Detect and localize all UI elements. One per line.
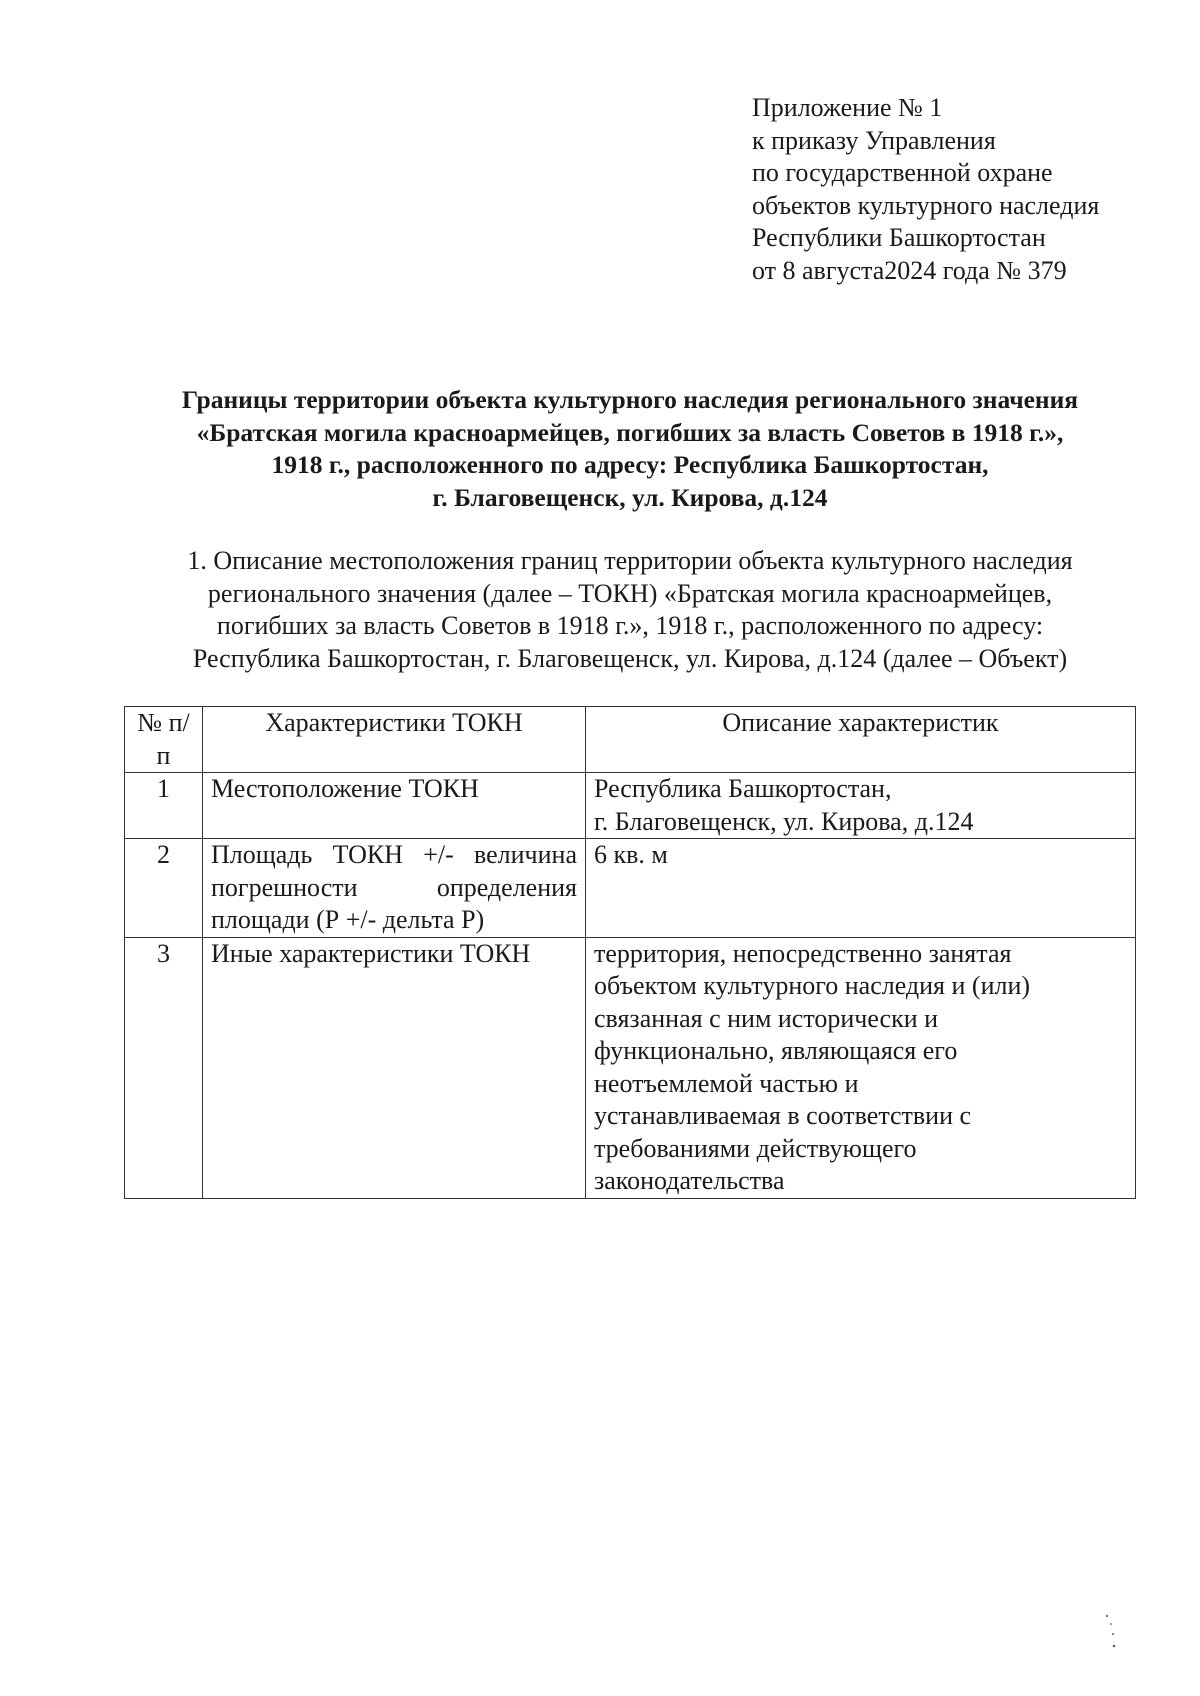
title-line: Границы территории объекта культурного наследия регионального значения [181, 385, 1079, 414]
row-number: 2 [125, 839, 203, 938]
table-row [125, 773, 1136, 839]
row-description [586, 773, 1136, 839]
appendix-line: Республики Башкортостан [752, 223, 1046, 252]
description-line: связанная с ним исторически и [594, 1003, 939, 1033]
intro-line: Республика Башкортостан, г. Благовещенск, ул. Кирова, д.124 (далее – Объект) [192, 643, 1068, 673]
appendix-line: по государственной охране [752, 158, 1053, 187]
appendix-line: Приложение № 1 [752, 93, 943, 122]
description-line: требованиями действующего [594, 1133, 917, 1163]
characteristics-table [124, 706, 1136, 1199]
appendix-header [752, 92, 1172, 287]
row-number: 3 [125, 937, 203, 1198]
description-line: функционально, являющаяся его [594, 1036, 958, 1065]
description-line: 6 кв. м [594, 840, 668, 869]
row-description [586, 839, 1136, 938]
description-line: законодательства [594, 1166, 785, 1195]
title-line: 1918 г., расположенного по адресу: Республика Башкортостан, [271, 450, 989, 479]
title-line: «Братская могила красноармейцев, погибших за власть Советов в 1918 г.», [196, 417, 1064, 447]
table-header-row [125, 707, 1136, 773]
row-characteristic: Иные характеристики ТОКН [203, 937, 586, 1198]
description-line: устанавливаемая в соответствии с [594, 1101, 972, 1130]
description-line: неотъемлемой частью и [594, 1068, 859, 1098]
description-line: Республика Башкортостан, [594, 774, 892, 803]
title-line: г. Благовещенск, ул. Кирова, д.124 [432, 482, 828, 512]
intro-line: 1. Описание местоположения границ территории объекта культурного наследия [187, 546, 1073, 575]
appendix-line: объектов культурного наследия [752, 190, 1100, 220]
appendix-line: от 8 августа2024 года № 379 [752, 255, 1067, 285]
appendix-line: к приказу Управления [752, 125, 996, 155]
table-row [125, 839, 1136, 938]
intro-line: регионального значения (далее – ТОКН) «Братская могила красноармейцев, [207, 578, 1053, 608]
document-title [100, 384, 1160, 514]
description-line: г. Благовещенск, ул. Кирова, д.124 [594, 806, 974, 836]
row-characteristic: Местоположение ТОКН [203, 773, 586, 839]
row-characteristic: Площадь ТОКН +/- величина погрешности определения площади (Р +/- дельта Р) [203, 839, 586, 938]
header-number: № п/п [125, 707, 203, 773]
scan-speckle [1104, 1612, 1118, 1652]
table-row [125, 937, 1136, 1198]
row-description [586, 937, 1136, 1198]
row-number: 1 [125, 773, 203, 839]
description-line: объектом культурного наследия и (или) [594, 971, 1031, 1000]
section-intro [100, 545, 1160, 675]
header-characteristic: Характеристики ТОКН [203, 707, 586, 773]
intro-line: погибших за власть Советов в 1918 г.», 1918 г., расположенного по адресу: [216, 611, 1044, 640]
description-line: территория, непосредственно занятая [594, 938, 1012, 968]
header-description: Описание характеристик [586, 707, 1136, 773]
